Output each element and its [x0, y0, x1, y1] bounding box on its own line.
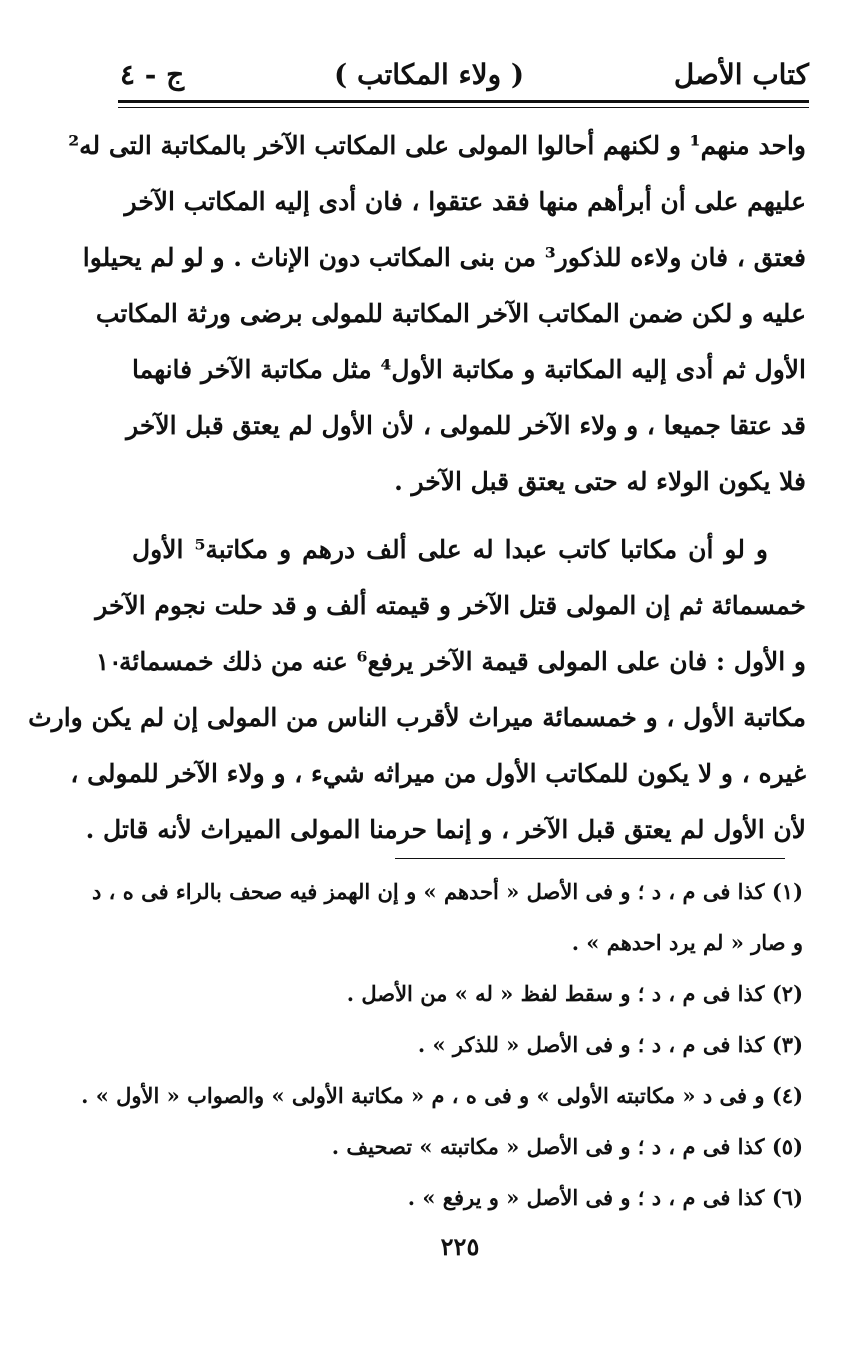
footnote-4: (٤) و فى د « مكاتبته الأولى » و فى ه ، م « مكاتبة الأولى » والصواب « الأول » .: [81, 1083, 803, 1108]
text-line: و لو أن مكاتبا كاتب عبدا له على ألف درهم و مكاتبة⁵ الأول: [132, 535, 768, 564]
section-title: ( ولاء المكاتب ): [333, 57, 525, 91]
line-number: ١٠: [96, 647, 122, 676]
text-line-numbered: [96, 634, 806, 690]
footnote-separator: [395, 858, 785, 859]
text-line: خمسمائة ثم إن المولى قتل الآخر و قيمته ألف و قد حلت نجوم الآخر: [95, 591, 806, 620]
page-number: ٢٢٥: [440, 1232, 480, 1261]
text-line-content: و الأول : فان على المولى قيمة الآخر يرفع⁶ عنه من ذلك خمسمائة: [118, 647, 806, 676]
footnote-3: (٣) كذا فى م ، د ؛ و فى الأصل « للذكر » .: [417, 1032, 803, 1057]
footnotes: [81, 866, 803, 1223]
footnote-1-continued: و صار « لم يرد احدهم » .: [571, 930, 803, 955]
header-rule-thick: [118, 100, 809, 103]
footnote-2: (٢) كذا فى م ، د ؛ و سقط لفظ « له » من الأصل .: [346, 981, 803, 1006]
book-title: كتاب الأصل: [673, 57, 809, 91]
text-line: لأن الأول لم يعتق قبل الآخر ، و إنما حرمنا المولى الميراث لأنه قاتل .: [85, 815, 806, 844]
text-line: فلا يكون الولاء له حتى يعتق قبل الآخر .: [394, 467, 806, 496]
text-line: عليهم على أن أبرأهم منها فقد عتقوا ، فان أدى إليه المكاتب الآخر: [124, 187, 806, 216]
main-text: [28, 118, 806, 858]
text-line: الأول ثم أدى إليه المكاتبة و مكاتبة الأول⁴ مثل مكاتبة الآخر فانهما: [132, 355, 806, 384]
text-line: واحد منهم¹ و لكنهم أحالوا المولى على المكاتب الآخر بالمكاتبة التى له²: [68, 131, 806, 160]
footnote-5: (٥) كذا فى م ، د ؛ و فى الأصل « مكاتبته » تصحيف .: [331, 1134, 803, 1159]
text-line: غيره ، و لا يكون للمكاتب الأول من ميراثه شيء ، و ولاء الآخر للمولى ،: [70, 759, 806, 788]
text-line: عليه و لكن ضمن المكاتب الآخر المكاتبة للمولى برضى ورثة المكاتب: [95, 299, 806, 328]
text-line: قد عتقا جميعا ، و ولاء الآخر للمولى ، لأن الأول لم يعتق قبل الآخر: [126, 411, 806, 440]
volume-label: ج - ٤: [120, 57, 185, 91]
footnote-6: (٦) كذا فى م ، د ؛ و فى الأصل « و يرفع » .: [407, 1185, 803, 1210]
running-header: [120, 52, 809, 96]
paragraph-2: [28, 522, 806, 858]
text-line: فعتق ، فان ولاءه للذكور³ من بنى المكاتب دون الإناث . و لو لم يحيلوا: [82, 243, 806, 272]
footnote-1: (١) كذا فى م ، د ؛ و فى الأصل « أحدهم » و إن الهمز فيه صحف بالراء فى ه ، د: [92, 879, 803, 904]
paragraph-1: [68, 118, 806, 510]
header-rule-thin: [118, 107, 809, 108]
text-line: مكاتبة الأول ، و خمسمائة ميراث لأقرب الناس من المولى إن لم يكن وارث: [28, 703, 806, 732]
